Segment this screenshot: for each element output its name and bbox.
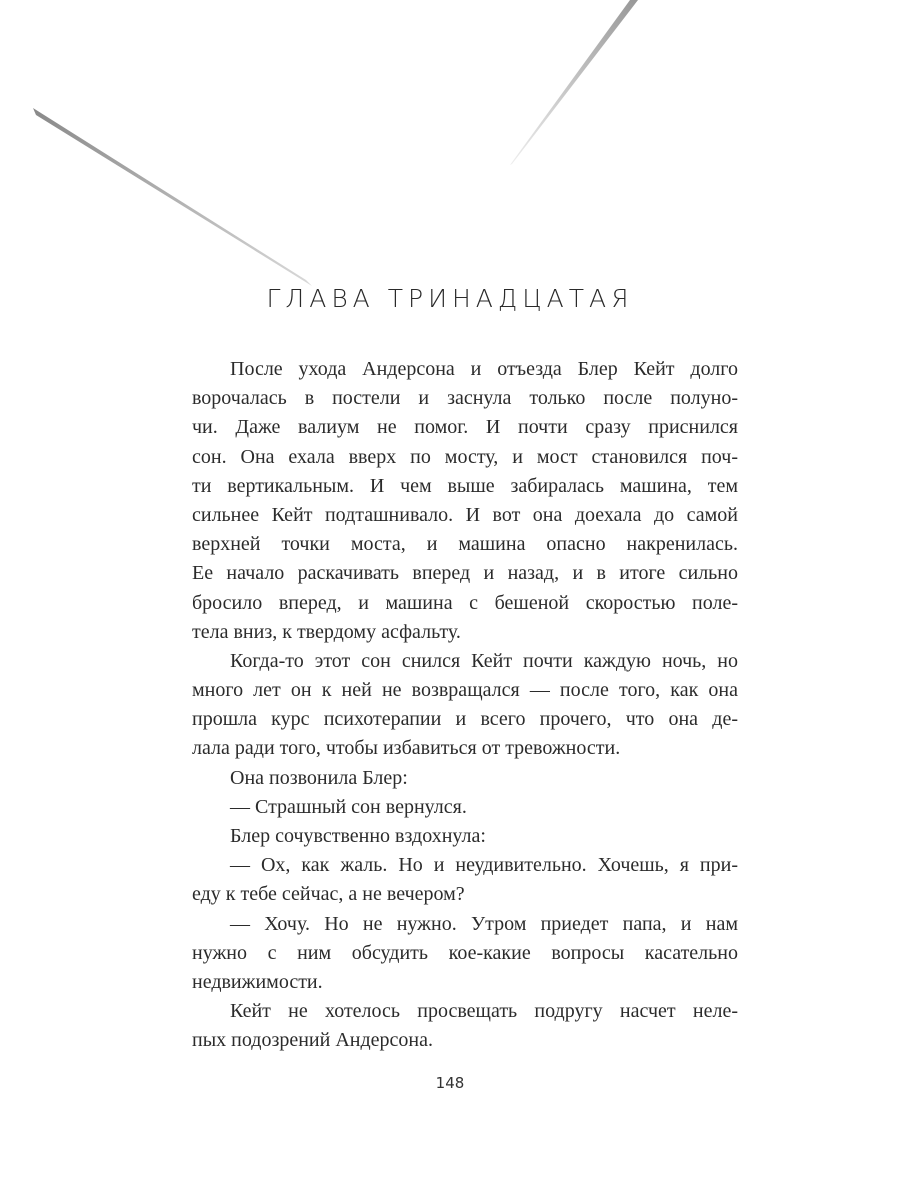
- text-line: лала ради того, чтобы избавиться от тревожности.: [192, 737, 621, 760]
- text-line: нужно с ним обсудить кое-какие вопросы касательно: [192, 941, 738, 964]
- body-text: [192, 355, 738, 1056]
- text-line: Кейт не хотелось просвещать подругу насчет неле-: [230, 1000, 738, 1023]
- text-line: еду к тебе сейчас, а не вечером?: [192, 883, 465, 906]
- text-line: чи. Даже валиум не помог. И почти сразу приснился: [192, 416, 738, 439]
- text-line: — Страшный сон вернулся.: [230, 795, 467, 818]
- text-line: пых подозрений Андерсона.: [192, 1029, 433, 1052]
- text-line: сон. Она ехала вверх по мосту, и мост становился поч-: [192, 445, 738, 468]
- text-line: верхней точки моста, и машина опасно накренилась.: [192, 533, 738, 556]
- text-line: Когда-то этот сон снился Кейт почти каждую ночь, но: [230, 649, 738, 672]
- text-line: После ухода Андерсона и отъезда Блер Кейт долго: [230, 358, 738, 380]
- text-line: недвижимости.: [192, 970, 323, 993]
- text-line: сильнее Кейт подташнивало. И вот она доехала до самой: [192, 503, 738, 526]
- text-line: ти вертикальным. И чем выше забиралась машина, тем: [192, 474, 738, 497]
- chapter-title: ГЛАВА ТРИНАДЦАТАЯ: [266, 284, 634, 313]
- text-line: Ее начало раскачивать вперед и назад, и в итоге сильно: [192, 562, 738, 585]
- text-line: Она позвонила Блер:: [230, 766, 408, 789]
- text-line: тела вниз, к твердому асфальту.: [192, 620, 461, 643]
- text-line: прошла курс психотерапии и всего прочего, что она де-: [192, 708, 738, 731]
- text-line: ворочалась в постели и заснула только после полуно-: [192, 387, 738, 410]
- text-line: бросило вперед, и машина с бешеной скоростью поле-: [192, 591, 738, 614]
- decorative-lines: [0, 0, 900, 300]
- text-line: Блер сочувственно вздохнула:: [230, 825, 486, 847]
- text-line: — Ох, как жаль. Но и неудивительно. Хочешь, я при-: [230, 854, 738, 877]
- page-number: 148: [435, 1074, 465, 1092]
- text-line: много лет он к ней не возвращался — после того, как она: [192, 679, 738, 702]
- text-line: — Хочу. Но не нужно. Утром приедет папа, и нам: [230, 912, 738, 935]
- decorative-line-left: [33, 108, 312, 286]
- decorative-line-right: [510, 0, 638, 165]
